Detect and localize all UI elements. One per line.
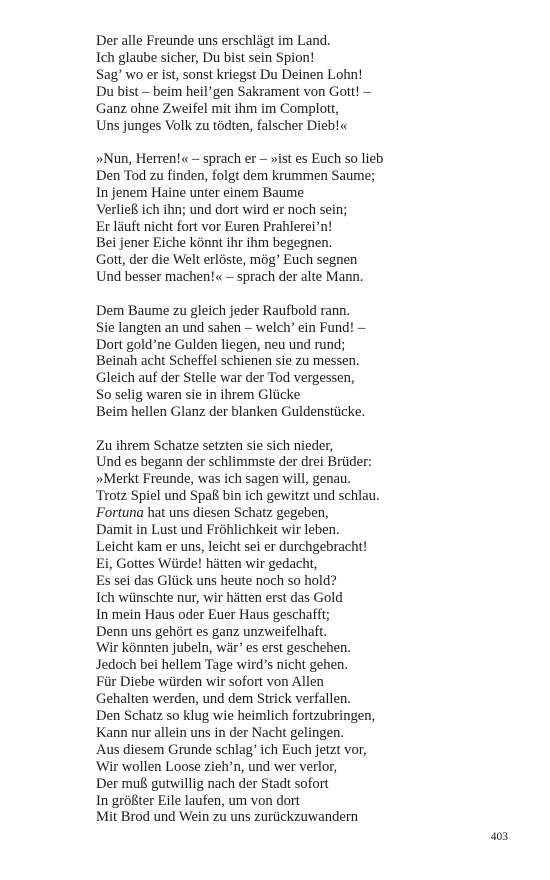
verse-line: Beinah acht Scheffel schienen sie zu messen.	[96, 353, 360, 370]
verse-line: Wir könnten jubeln, wär’ es erst geschehen.	[96, 640, 351, 657]
verse-line-fortuna	[96, 505, 526, 522]
verse-line: Mit Brod und Wein zu uns zurückzuwandern	[96, 809, 358, 826]
verse-line: So selig waren sie in ihrem Glücke	[96, 387, 301, 404]
verse-line: Du bist – beim heil’gen Sakrament von Gott! –	[96, 83, 371, 100]
verse-line: Leicht kam er uns, leicht sei er durchgebracht!	[96, 538, 368, 555]
stanza-4	[96, 438, 526, 827]
verse-line: Jedoch bei hellem Tage wird’s nicht gehen.	[96, 657, 348, 674]
verse-line: Ei, Gottes Würde! hätten wir gedacht,	[96, 555, 318, 572]
verse-line: Den Tod zu finden, folgt dem krummen Saume;	[96, 167, 376, 184]
verse-line: In größter Eile laufen, um von dort	[96, 792, 300, 809]
verse-line: Gott, der die Welt erlöste, mög’ Euch segnen	[96, 252, 358, 269]
verse-line: Uns junges Volk zu tödten, falscher Dieb!«	[96, 117, 348, 134]
verse-line: Ich wünschte nur, wir hätten erst das Gold	[96, 589, 343, 606]
verse-line: »Nun, Herren!« – sprach er – »ist es Euch so lieb	[96, 150, 384, 167]
verse-line: Beim hellen Glanz der blanken Guldenstücke.	[96, 404, 366, 421]
verse-line: Sie langten an und sahen – welch’ ein Fund! –	[96, 319, 366, 336]
verse-line: Dem Baume zu gleich jeder Raufbold rann.	[96, 302, 351, 319]
verse-line: Den Schatz so klug wie heimlich fortzubringen,	[96, 708, 376, 725]
stanza-1	[96, 33, 526, 134]
verse-line: Ganz ohne Zweifel mit ihm im Complott,	[96, 100, 339, 117]
verse-line: Ich glaube sicher, Du bist sein Spion!	[96, 49, 315, 66]
verse-line: Sag’ wo er ist, sonst kriegst Du Deinen Lohn!	[96, 66, 363, 83]
poem-text	[96, 33, 526, 843]
verse-line: Wir wollen Loose zieh’n, und wer verlor,	[96, 758, 338, 775]
verse-line: Für Diebe würden wir sofort von Allen	[96, 674, 324, 691]
verse-line: Der muß gutwillig nach der Stadt sofort	[96, 775, 329, 792]
verse-line: Und besser machen!« – sprach der alte Mann.	[96, 269, 364, 286]
page-number: 403	[490, 831, 508, 843]
verse-line: In mein Haus oder Euer Haus geschafft;	[96, 606, 330, 623]
verse-line: Aus diesem Grunde schlag’ ich Euch jetzt vor,	[96, 741, 367, 758]
verse-line: Es sei das Glück uns heute noch so hold?	[96, 572, 337, 589]
verse-line: Und es begann der schlimmste der drei Brüder:	[96, 454, 372, 471]
verse-line: Zu ihrem Schatze setzten sie sich nieder,	[96, 437, 334, 454]
verse-line: Denn uns gehört es ganz unzweifelhaft.	[96, 623, 327, 640]
verse-line: Bei jener Eiche könnt ihr ihm begegnen.	[96, 235, 333, 252]
verse-line: Trotz Spiel und Spaß bin ich gewitzt und schlau.	[96, 488, 380, 505]
verse-line: »Merkt Freunde, was ich sagen will, genau.	[96, 471, 351, 488]
stanza-2	[96, 151, 526, 286]
verse-line: Gleich auf der Stelle war der Tod vergessen,	[96, 370, 355, 387]
verse-line: Damit in Lust und Fröhlichkeit wir leben.	[96, 522, 340, 539]
verse-line-rest: hat uns diesen Schatz gegeben,	[143, 505, 329, 522]
verse-line: Der alle Freunde uns erschlägt im Land.	[96, 33, 331, 49]
verse-line: Kann nur allein uns in der Nacht gelingen.	[96, 724, 345, 741]
verse-line: In jenem Haine unter einem Baume	[96, 184, 304, 201]
verse-line: Dort gold’ne Gulden liegen, neu und rund;	[96, 336, 346, 353]
italic-word: Fortuna	[96, 505, 144, 522]
verse-line: Verließ ich ihn; und dort wird er noch sein;	[96, 201, 348, 218]
verse-line: Gehalten werden, und dem Strick verfallen.	[96, 691, 351, 708]
stanza-3	[96, 303, 526, 421]
verse-line: Er läuft nicht fort vor Euren Prahlerei’n!	[96, 218, 333, 235]
